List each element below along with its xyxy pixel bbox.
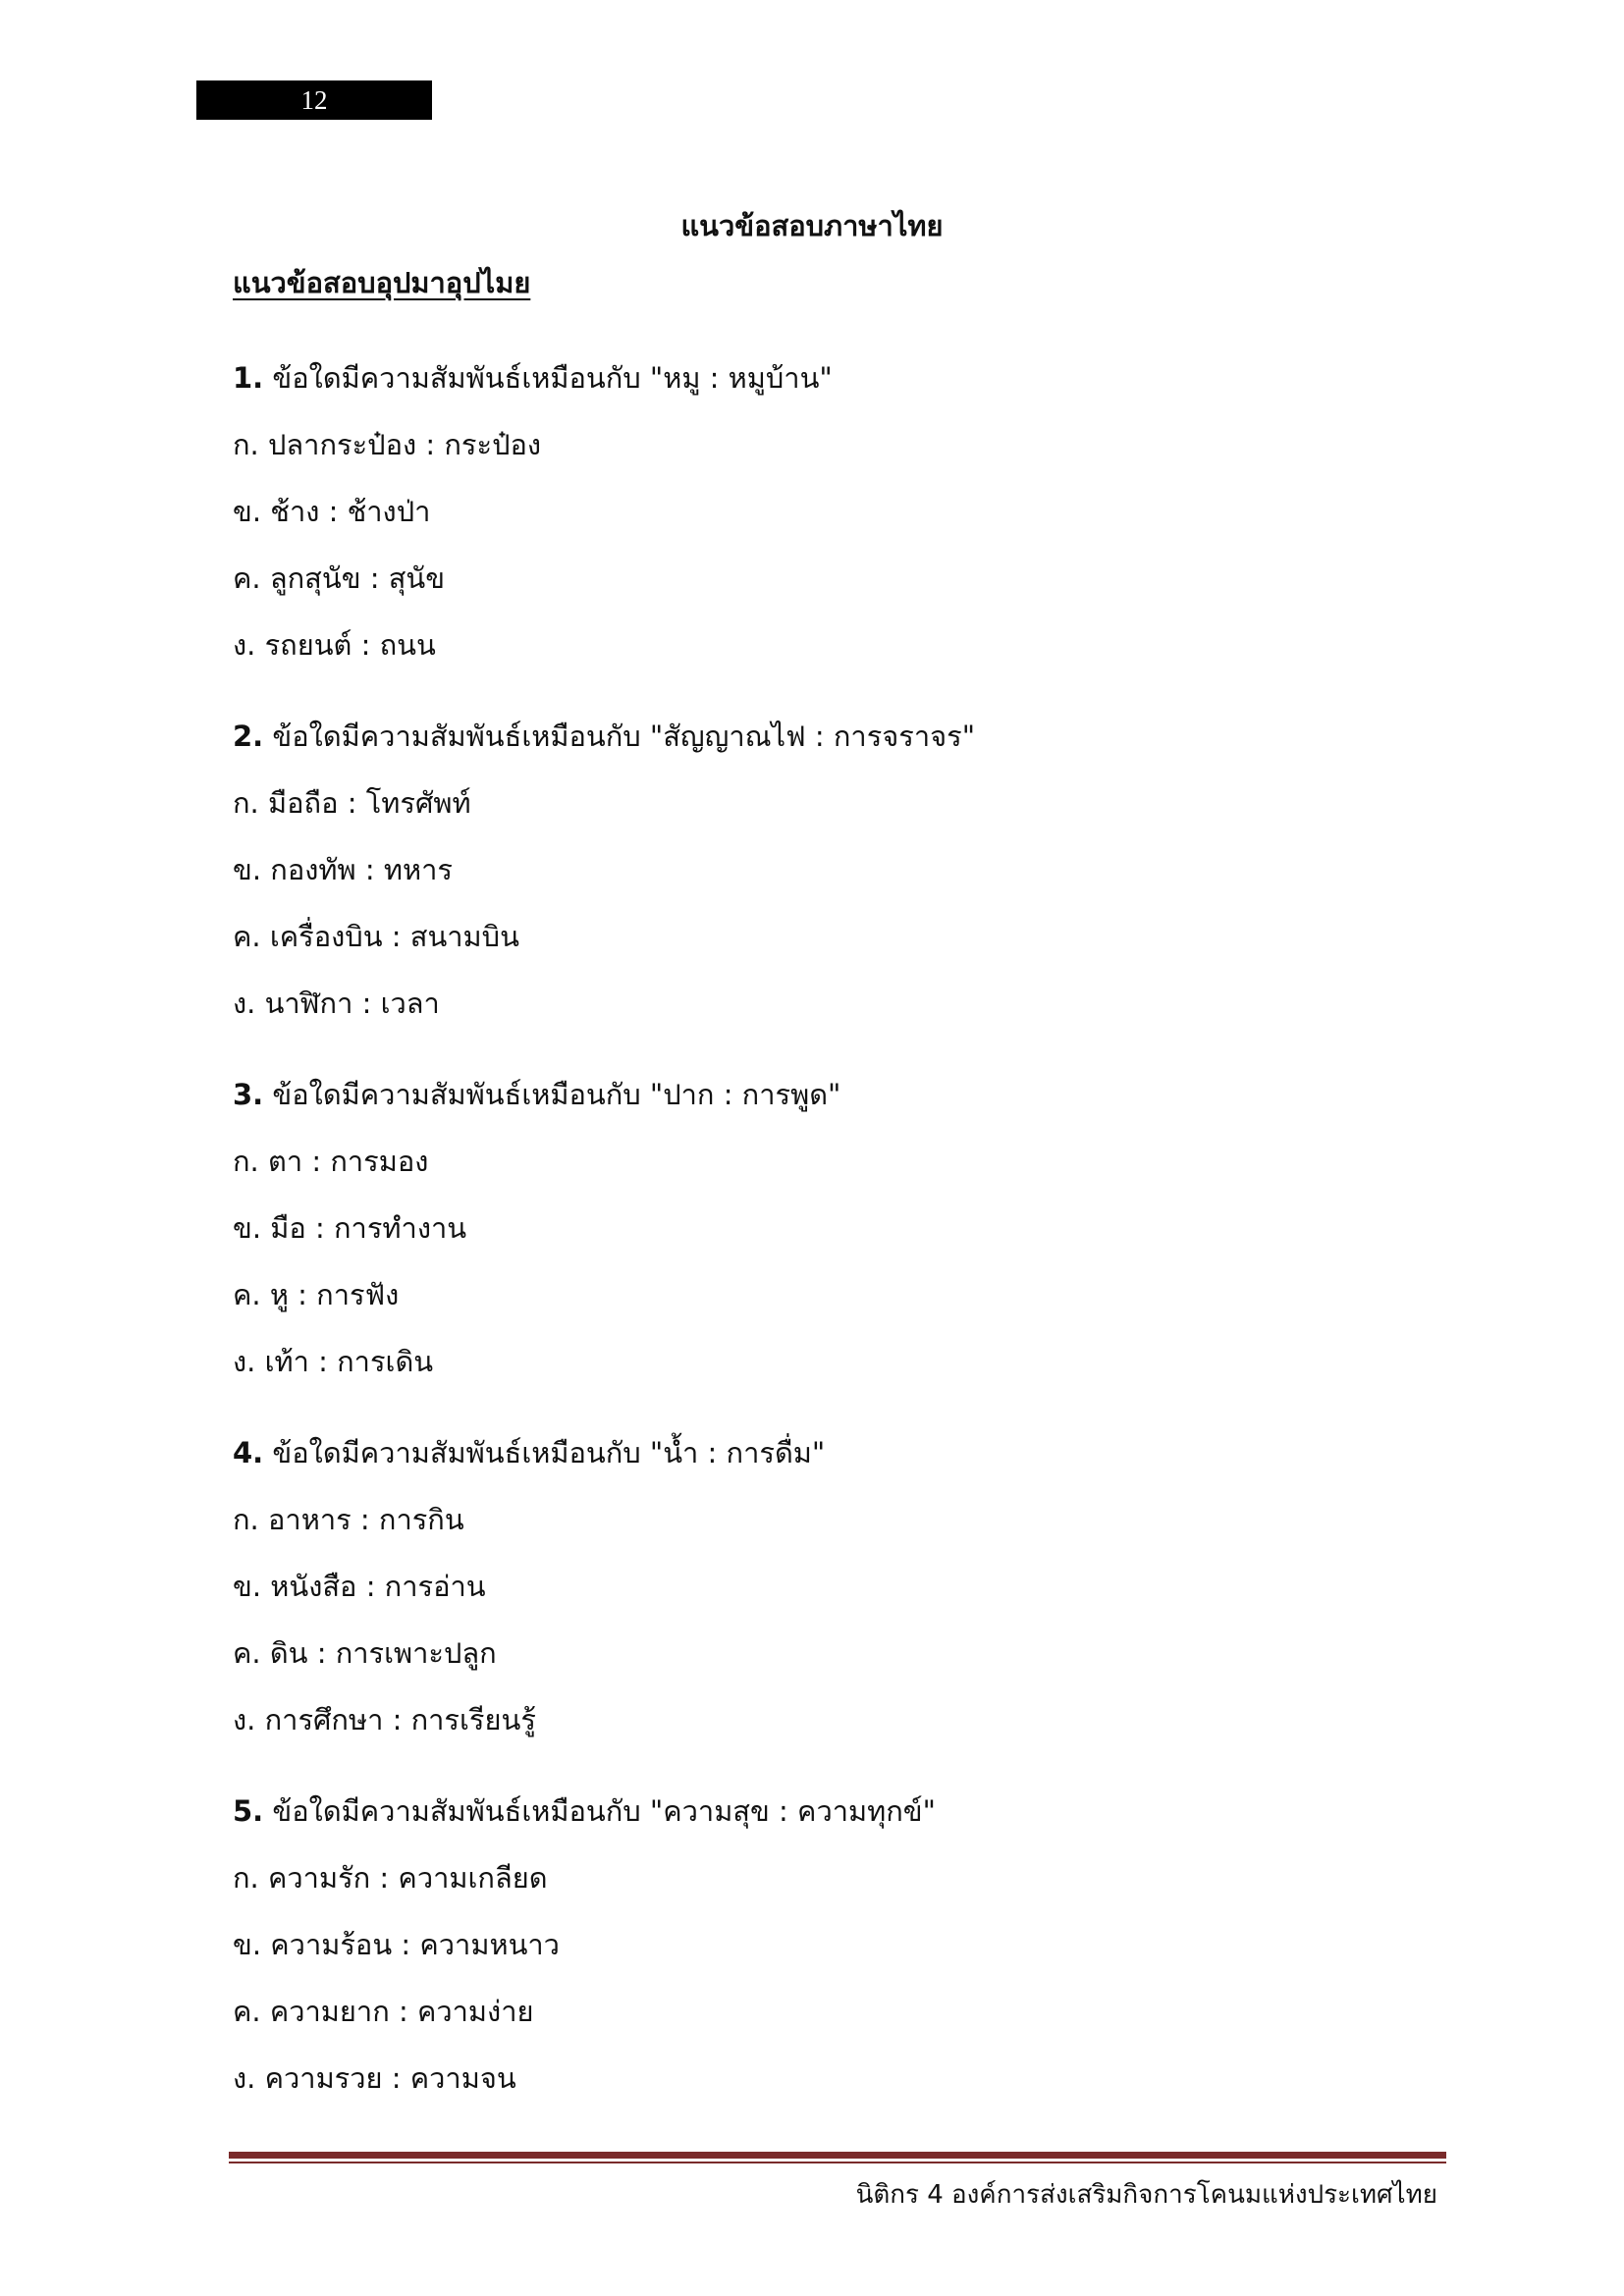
option-c: ค. ความยาก : ความง่าย (233, 1995, 534, 2028)
option-b: ข. ความร้อน : ความหนาว (233, 1928, 560, 1961)
option-a: ก. ความรัก : ความเกลียด (233, 1861, 548, 1895)
footer-rule-thin (229, 2162, 1446, 2163)
question-stem (233, 717, 1411, 783)
section-heading: แนวข้อสอบอุปมาอุปไมย (233, 266, 531, 299)
question-5 (233, 1791, 1411, 2125)
question-text: ข้อใดมีความสัมพันธ์เหมือนกับ "น้ำ : การดื่ม" (272, 1436, 826, 1469)
option-b: ข. มือ : การทำงาน (233, 1211, 467, 1245)
option-d: ง. เท้า : การเดิน (233, 1345, 434, 1378)
question-text: ข้อใดมีความสัมพันธ์เหมือนกับ "ความสุข : ความทุกข์" (272, 1794, 936, 1828)
option-a: ก. อาหาร : การกิน (233, 1503, 464, 1536)
page-number: 12 (300, 85, 328, 115)
option-b: ข. หนังสือ : การอ่าน (233, 1570, 486, 1603)
option-c: ค. ดิน : การเพาะปลูก (233, 1636, 497, 1670)
document-title: แนวข้อสอบภาษาไทย (680, 209, 944, 242)
option-c: ค. ลูกสุนัข : สุนัข (233, 561, 446, 595)
question-text: ข้อใดมีความสัมพันธ์เหมือนกับ "สัญญาณไฟ : การจราจร" (272, 720, 976, 753)
option-a: ก. มือถือ : โทรศัพท์ (233, 786, 471, 820)
question-text: ข้อใดมีความสัมพันธ์เหมือนกับ "หมู : หมูบ้าน" (272, 361, 833, 395)
question-number: 2. (233, 720, 264, 753)
question-number: 3. (233, 1078, 264, 1111)
question-3 (233, 1075, 1411, 1409)
question-stem (233, 358, 1411, 425)
option-a: ก. ปลากระป๋อง : กระป๋อง (233, 428, 542, 461)
question-number: 4. (233, 1436, 264, 1469)
question-2 (233, 717, 1411, 1050)
option-d: ง. การศึกษา : การเรียนรู้ (233, 1703, 536, 1736)
option-b: ข. กองทัพ : ทหาร (233, 853, 453, 886)
footer-text: นิติกร 4 องค์การส่งเสริมกิจการโคนมแห่งประเทศไทย (855, 2180, 1437, 2210)
option-c: ค. เครื่องบิน : สนามบิน (233, 920, 519, 953)
question-number: 1. (233, 361, 264, 395)
question-stem (233, 1433, 1411, 1500)
option-d: ง. ความรวย : ความจน (233, 2061, 516, 2095)
question-text: ข้อใดมีความสัมพันธ์เหมือนกับ "ปาก : การพูด" (272, 1078, 841, 1111)
option-b: ข. ช้าง : ช้างป่า (233, 495, 431, 528)
page-number-box (196, 80, 432, 120)
question-4 (233, 1433, 1411, 1767)
question-stem (233, 1075, 1411, 1142)
option-d: ง. นาฬิกา : เวลา (233, 987, 440, 1020)
option-c: ค. หู : การฟัง (233, 1278, 400, 1311)
option-d: ง. รถยนต์ : ถนน (233, 628, 436, 662)
question-stem (233, 1791, 1411, 1858)
question-number: 5. (233, 1794, 264, 1828)
footer-rule (229, 2152, 1446, 2159)
question-1 (233, 358, 1411, 692)
option-a: ก. ตา : การมอง (233, 1145, 429, 1178)
